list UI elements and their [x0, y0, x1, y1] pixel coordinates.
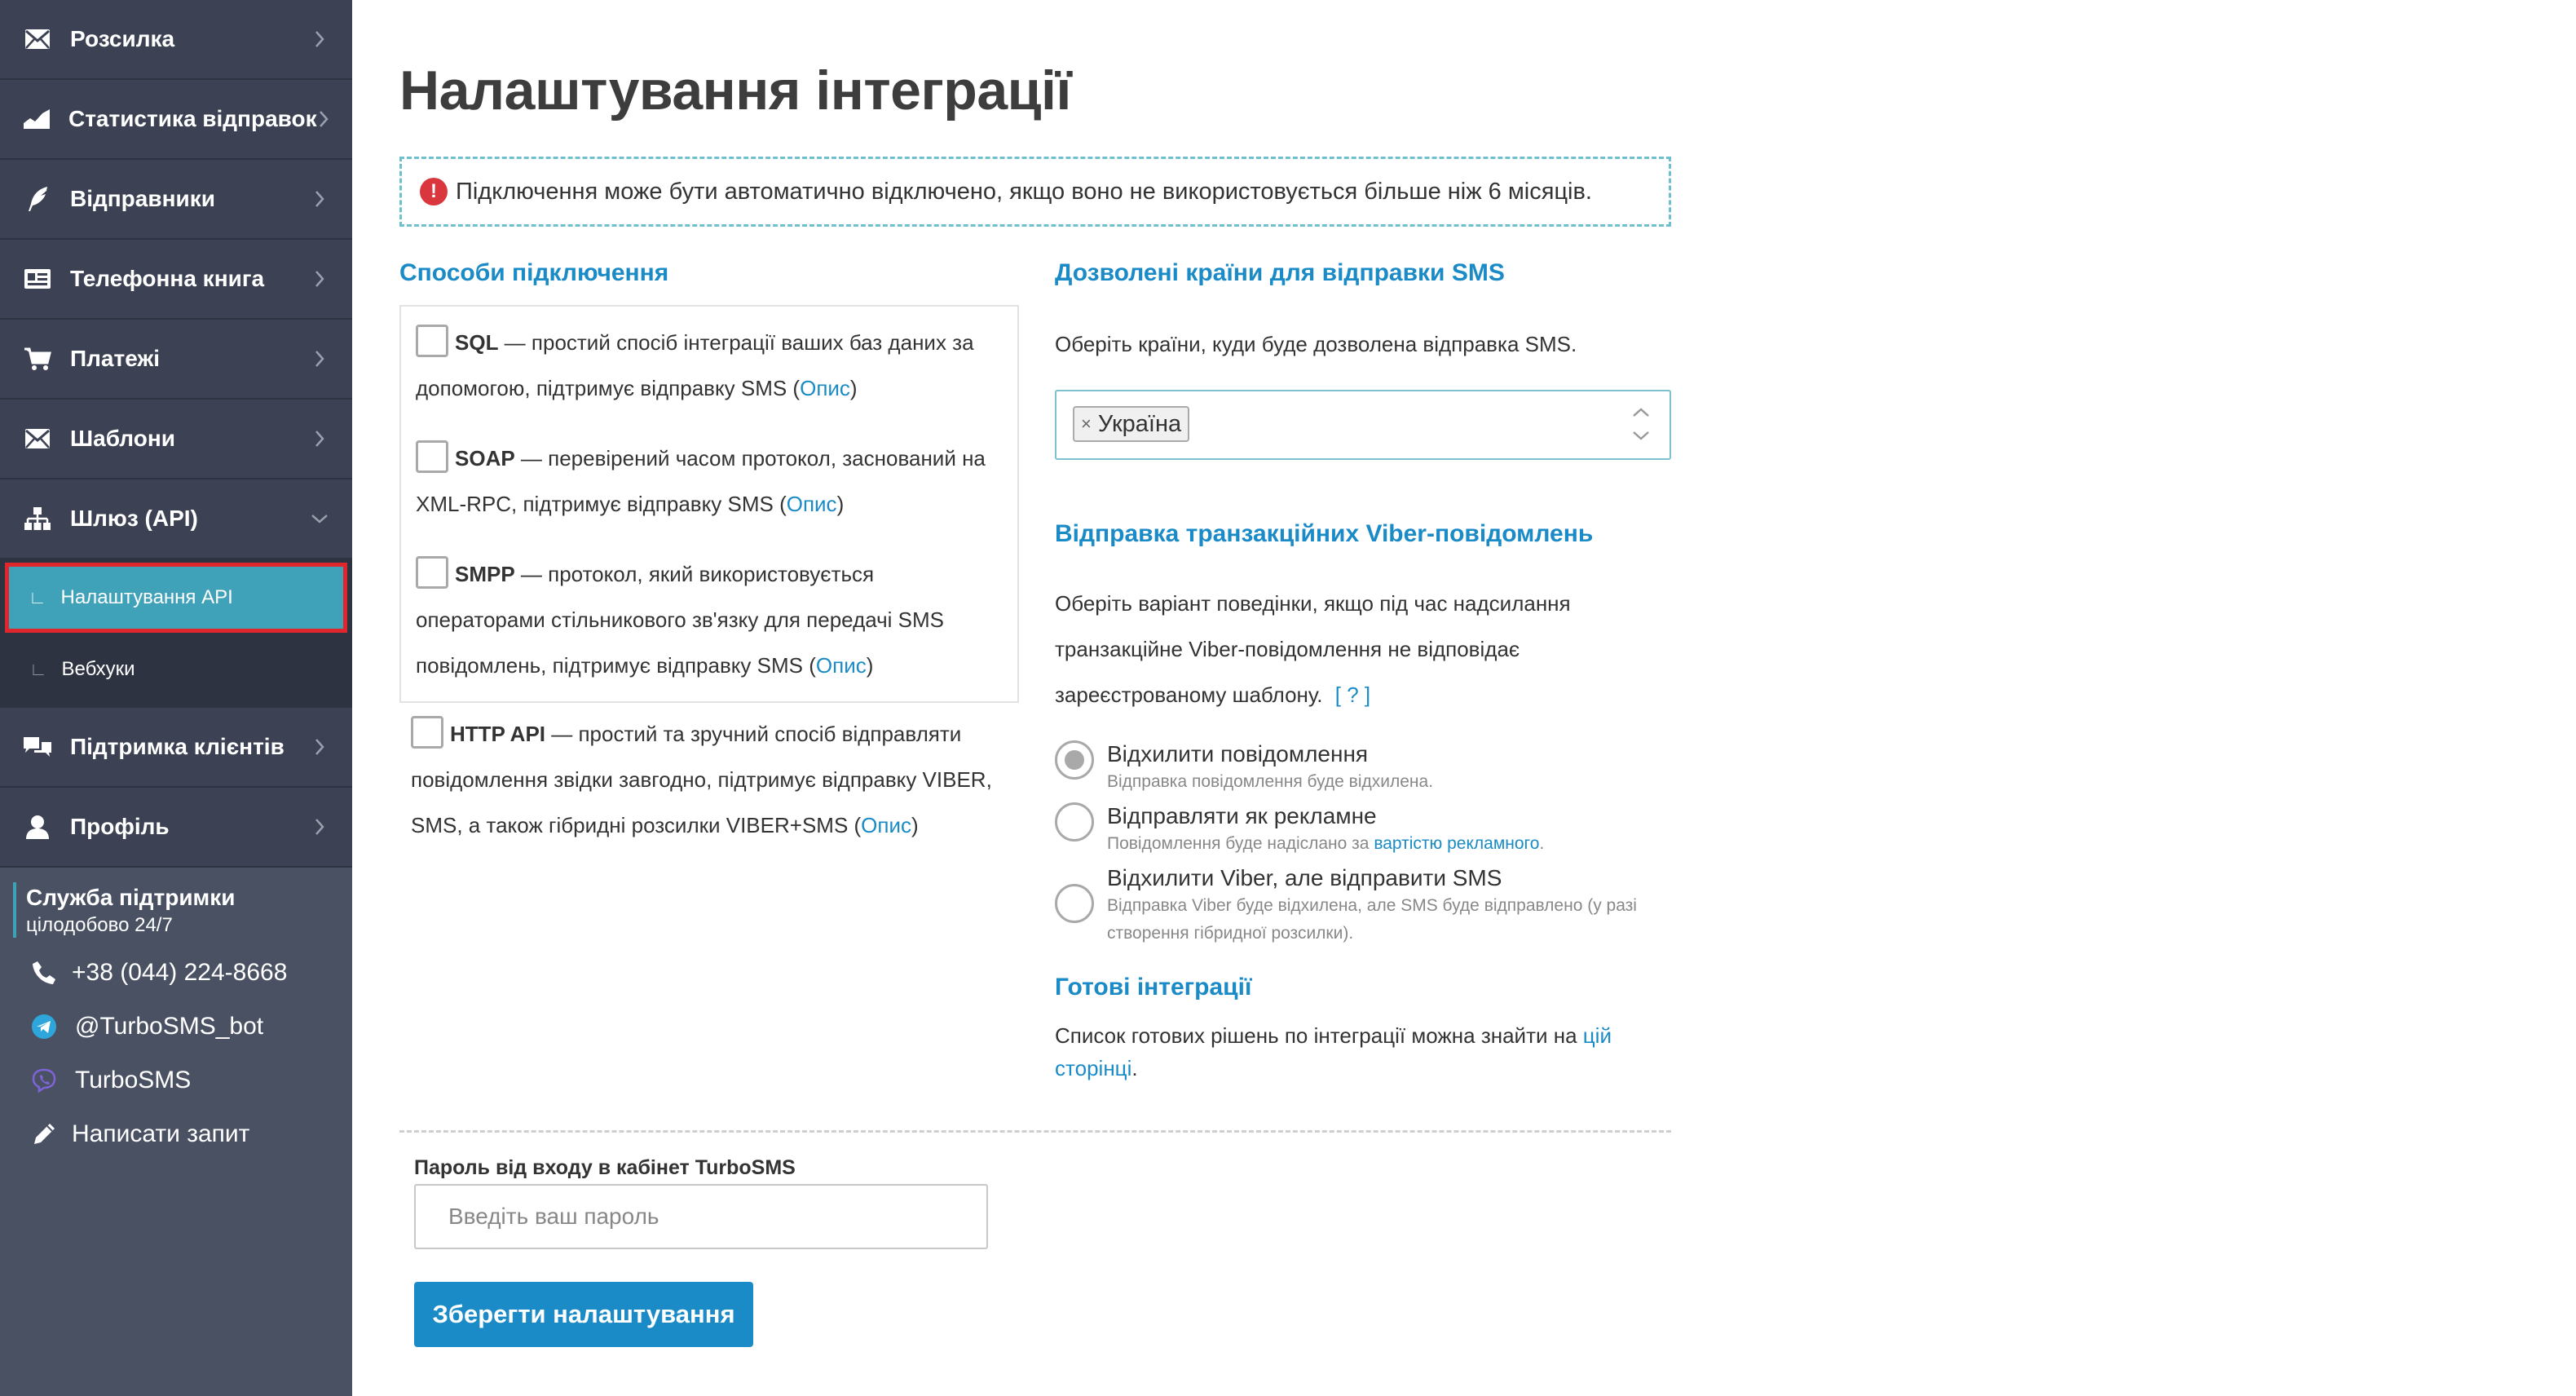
- select-arrows-icon: [1630, 401, 1652, 447]
- tree-branch-icon: ∟: [29, 659, 47, 679]
- chevron-right-icon: [308, 347, 331, 370]
- ready-integrations-title: Готові інтеграції: [1055, 974, 1252, 1001]
- methods-box: [399, 305, 1019, 703]
- quill-icon: [23, 184, 52, 214]
- method-description: — перевірений часом протокол, заснований на XML-RPC, підтримує відправку SMS (: [416, 446, 986, 516]
- radio-dot: [1065, 750, 1084, 770]
- support-block: [0, 868, 352, 1161]
- method-name: SMPP: [455, 562, 515, 586]
- http-api-checkbox[interactable]: [411, 716, 443, 749]
- envelope-icon: [23, 424, 52, 453]
- chevron-right-icon: [308, 188, 331, 210]
- chevron-right-icon: [308, 736, 331, 758]
- viber-option-reject[interactable]: [1055, 740, 1678, 796]
- sidebar-item-mailing[interactable]: [0, 0, 352, 80]
- method-description: — простий спосіб інтеграції ваших баз даних за допомогою, підтримує відправку SMS (: [416, 330, 974, 400]
- page-title: Налаштування інтеграції: [399, 60, 1071, 121]
- alert-text: Підключення може бути автоматично відключено, якщо воно не використовується більше ніж 6 місяців.: [456, 178, 1592, 205]
- viber-icon: [28, 1064, 60, 1097]
- sidebar: [0, 0, 352, 1396]
- support-header: [13, 882, 352, 938]
- support-title: Служба підтримки: [26, 885, 236, 910]
- viber-option-as-ad[interactable]: [1055, 802, 1678, 858]
- sitemap-icon: [23, 504, 52, 533]
- sidebar-item-label: Відправники: [70, 186, 215, 211]
- method-description: — протокол, який використовується операторами стільникового зв'язку для передачі SMS повідомлень, підтримує відправку SMS (: [416, 562, 945, 678]
- chevron-right-icon: [308, 815, 331, 838]
- method-name: SQL: [455, 330, 499, 355]
- sidebar-item-gateway-api[interactable]: [0, 479, 352, 559]
- chevron-right-icon: [308, 267, 331, 290]
- viber-description-text: Оберіть варіант поведінки, якщо під час надсилання транзакційне Viber-повідомлення не відповідає зареєстрованому шаблону.: [1055, 591, 1571, 707]
- sidebar-item-label: Телефонна книга: [70, 266, 265, 291]
- method-docs-link[interactable]: Опис: [786, 492, 837, 516]
- sidebar-item-label: Платежі: [70, 346, 161, 371]
- sidebar-item-customer-support[interactable]: [0, 708, 352, 788]
- pencil-icon: [28, 1118, 60, 1151]
- method-paren-close: ): [849, 376, 858, 400]
- option-hint: [1107, 830, 1678, 858]
- sidebar-item-senders[interactable]: [0, 160, 352, 240]
- method-paren-close: ): [911, 813, 919, 837]
- cart-icon: [23, 344, 52, 373]
- support-phone: +38 (044) 224-8668: [72, 959, 288, 986]
- ready-text: Список готових рішень по інтеграції можна знайти на: [1055, 1023, 1583, 1048]
- sidebar-item-label: Профіль: [70, 814, 170, 839]
- smpp-checkbox[interactable]: [416, 556, 448, 589]
- exclamation-icon: !: [420, 178, 448, 205]
- ready-text-end: .: [1131, 1056, 1138, 1080]
- option-text: [1107, 864, 1678, 948]
- reject-radio[interactable]: [1055, 740, 1094, 780]
- sidebar-subitem-label: Вебхуки: [61, 658, 135, 680]
- sql-checkbox[interactable]: [416, 325, 448, 357]
- password-input[interactable]: [414, 1184, 988, 1249]
- sidebar-item-label: Розсилка: [70, 26, 175, 51]
- method-name: SOAP: [455, 446, 515, 470]
- as-ad-radio[interactable]: [1055, 802, 1094, 842]
- method-docs-link[interactable]: Опис: [800, 376, 850, 400]
- method-docs-link[interactable]: Опис: [815, 653, 867, 678]
- option-label: Відхилити повідомлення: [1107, 741, 1369, 766]
- countries-select[interactable]: [1055, 390, 1671, 460]
- sidebar-item-phonebook[interactable]: [0, 240, 352, 320]
- method-docs-link[interactable]: Опис: [861, 813, 911, 837]
- option-label: Відправляти як рекламне: [1107, 803, 1377, 828]
- save-settings-button[interactable]: Зберегти налаштування: [414, 1282, 753, 1347]
- viber-title: Відправка транзакційних Viber-повідомлень: [1055, 520, 1594, 547]
- method-paren-close: ): [836, 492, 845, 516]
- countries-description: Оберіть країни, куди буде дозволена відправка SMS.: [1055, 332, 1577, 356]
- ready-integrations-text: [1055, 1019, 1658, 1085]
- sidebar-subitem-webhooks[interactable]: [0, 633, 352, 706]
- chat-icon: [23, 732, 52, 762]
- password-label: Пароль від входу в кабінет TurboSMS: [414, 1156, 796, 1179]
- method-soap: [416, 435, 1006, 527]
- methods-title: Способи підключення: [399, 259, 669, 286]
- option-text: [1107, 802, 1678, 858]
- method-http-api: [411, 711, 1001, 848]
- support-viber-link[interactable]: [13, 1054, 352, 1107]
- method-name: HTTP API: [450, 722, 546, 746]
- option-label: Відхилити Viber, але відправити SMS: [1107, 865, 1502, 890]
- method-smpp: [416, 551, 1006, 688]
- support-phone-link[interactable]: [13, 946, 352, 1000]
- sidebar-item-profile[interactable]: [0, 788, 352, 868]
- section-divider: [399, 1130, 1671, 1133]
- sidebar-subitem-label: Налаштування API: [60, 586, 233, 608]
- viber-description: [1055, 581, 1625, 718]
- envelope-icon: [23, 24, 52, 54]
- tree-branch-icon: ∟: [29, 587, 46, 607]
- sidebar-item-label: Шлюз (API): [70, 506, 198, 531]
- inactivity-alert: [399, 157, 1671, 227]
- country-tag-label: Україна: [1097, 410, 1182, 437]
- chevron-right-icon: [317, 108, 331, 130]
- chart-icon: [23, 104, 51, 134]
- option-hint-text: Повідомлення буде надісланo за: [1107, 834, 1374, 853]
- telegram-icon: [28, 1010, 60, 1043]
- sidebar-item-statistics[interactable]: [0, 80, 352, 160]
- viber-help-link[interactable]: [ ? ]: [1334, 683, 1371, 707]
- option-hint: Відправка повідомлення буде відхилена.: [1107, 772, 1434, 791]
- sidebar-item-payments[interactable]: [0, 320, 352, 400]
- chevron-right-icon: [308, 28, 331, 51]
- soap-checkbox[interactable]: [416, 440, 448, 473]
- support-hours: цілодобово 24/7: [26, 914, 173, 936]
- sidebar-item-label: Підтримка клієнтів: [70, 734, 285, 759]
- method-paren-close: ): [866, 653, 874, 678]
- method-description: — простий та зручний спосіб відправляти повідомлення звідки завгодно, підтримує відправку VIBER, SMS, а також гібридні розсилки VIBER+SMS (: [411, 722, 992, 837]
- chevron-down-icon: [308, 507, 331, 530]
- support-viber: TurboSMS: [75, 1067, 192, 1093]
- write-request-link[interactable]: [13, 1107, 352, 1161]
- support-telegram: @TurboSMS_bot: [75, 1013, 264, 1040]
- option-text: [1107, 740, 1678, 796]
- support-telegram-link[interactable]: [13, 1000, 352, 1054]
- sidebar-subitem-api-settings[interactable]: [5, 563, 347, 633]
- user-icon: [23, 812, 52, 842]
- option-hint: Відправка Viber буде відхилена, але SMS буде відправлено (у разі створення гібридної розсилки).: [1107, 896, 1637, 943]
- sidebar-item-label: Шаблони: [70, 426, 175, 451]
- gateway-submenu: [0, 559, 352, 708]
- fallback-sms-radio[interactable]: [1055, 884, 1094, 923]
- option-hint-end: .: [1539, 834, 1545, 853]
- ad-price-link[interactable]: вартістю рекламного: [1374, 834, 1540, 853]
- countries-title: Дозволені країни для відправки SMS: [1055, 259, 1505, 286]
- viber-option-fallback-sms[interactable]: [1055, 864, 1678, 948]
- country-tag: [1073, 406, 1189, 442]
- ready-integrations-link[interactable]: цій сторінці: [1055, 1023, 1612, 1080]
- chevron-right-icon: [308, 427, 331, 450]
- method-sql: [416, 320, 1006, 411]
- remove-tag-icon[interactable]: ×: [1081, 413, 1092, 434]
- address-book-icon: [23, 264, 52, 294]
- sidebar-item-templates[interactable]: [0, 400, 352, 479]
- write-request-label: Написати запит: [72, 1120, 250, 1147]
- phone-icon: [28, 956, 60, 989]
- sidebar-item-label: Статистика відправок: [68, 106, 317, 131]
